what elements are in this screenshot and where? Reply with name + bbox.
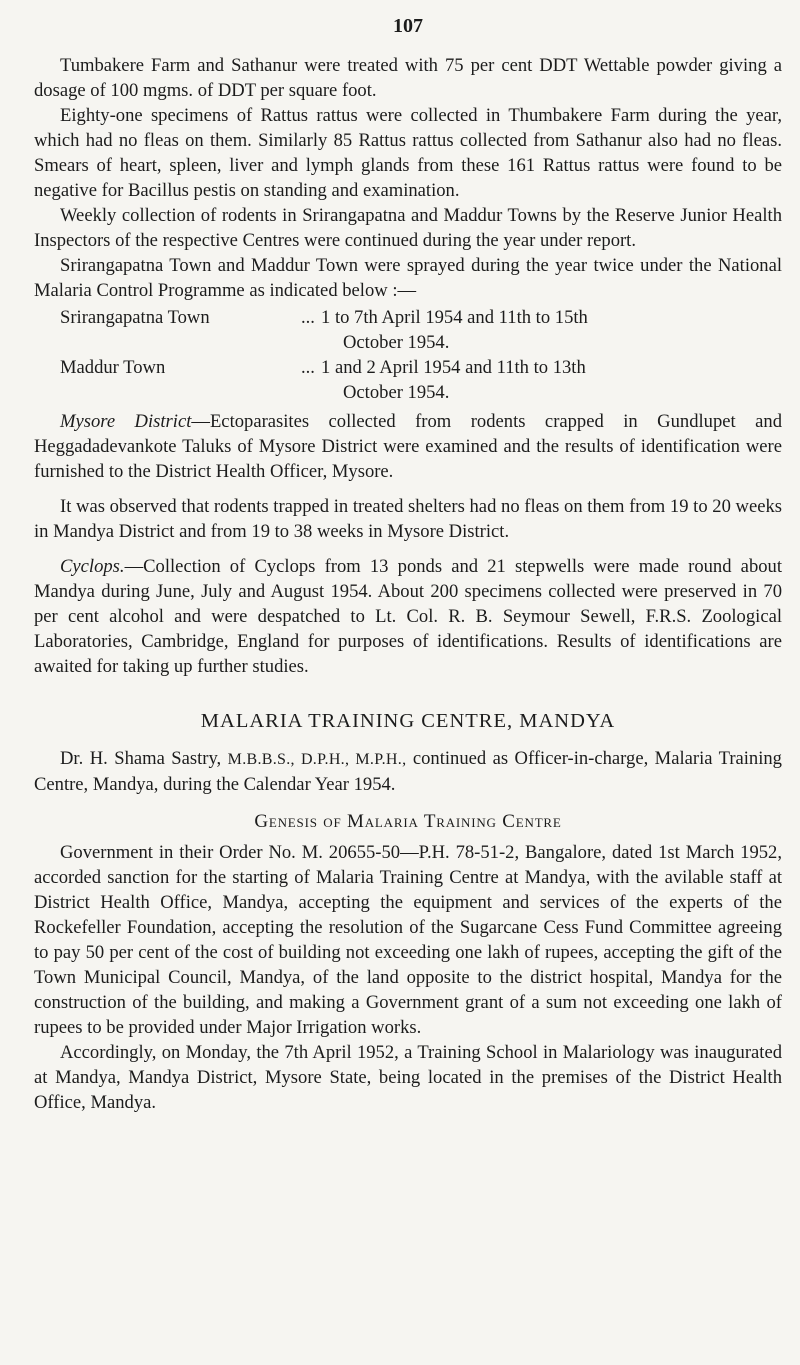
paragraph-text: —Ectoparasites collected from rodents crapped in Gundlupet and Heggadadevankote Taluks of Mysore District were examined and the results of identification were furnished to the District Health Officer, Mysore.: [34, 411, 782, 482]
paragraph-mysore-district: [34, 409, 782, 484]
spray-separator: ...: [301, 357, 315, 378]
run-in-label: Mysore District: [60, 411, 192, 432]
officer-name: Dr. H. Shama Sastry,: [60, 748, 222, 769]
paragraph-inauguration: Accordingly, on Monday, the 7th April 1952, a Training School in Malariology was inaugurated at Mandya, Mandya District, Mysore State, being located in the premises of the District Health Office, Mandya.: [34, 1042, 782, 1113]
section-subheading: Genesis of Malaria Training Centre: [254, 811, 562, 832]
paragraph-ddt-treatment: Tumbakere Farm and Sathanur were treated with 75 per cent DDT Wettable powder giving a dosage of 100 mgms. of DDT per square foot.: [34, 55, 782, 101]
spray-dates-line: October 1954.: [343, 382, 450, 403]
spray-dates: [321, 305, 782, 355]
page-number: 107: [393, 15, 423, 37]
paragraph-spraying: Srirangapatna Town and Maddur Town were sprayed during the year twice under the National Malaria Control Programme as indicated below :—: [34, 255, 782, 301]
spray-dates-line: 1 and 2 April 1954 and 11th to 13th: [321, 357, 586, 378]
paragraph-cyclops: [34, 554, 782, 679]
paragraph-treated-shelters: It was observed that rodents trapped in treated shelters had no fleas on them from 19 to 20 weeks in Mandya District and from 19 to 38 weeks in Mysore District.: [34, 496, 782, 542]
spray-dates-line: 1 to 7th April 1954 and 11th to 15th: [321, 307, 588, 328]
document-page: [34, 14, 782, 1115]
run-in-label: Cyclops.: [60, 556, 125, 577]
spray-town: Maddur Town: [60, 357, 166, 378]
paragraph-rattus-specimens: Eighty-one specimens of Rattus rattus were collected in Thumbakere Farm during the year, which had no fleas on them. Similarly 85 Rattus rattus collected from Sathanur also had no fleas. Smears of heart, spleen, liver and lymph glands from these 161 Rattus rattus were found to be negative for Bacillus pestis on standing and examination.: [34, 105, 782, 201]
spray-separator: ...: [301, 307, 315, 328]
spray-schedule-table: [34, 305, 782, 405]
paragraph-weekly-collection: Weekly collection of rodents in Srirangapatna and Maddur Towns by the Reserve Junior Health Inspectors of the respective Centres were continued during the year under report.: [34, 205, 782, 251]
spray-dates-line: October 1954.: [343, 332, 450, 353]
section-heading: MALARIA TRAINING CENTRE, MANDYA: [200, 710, 616, 732]
paragraph-government-order: Government in their Order No. M. 20655-50—P.H. 78-51-2, Bangalore, dated 1st March 1952, accorded sanction for the starting of Malaria Training Centre at Mandya, with the avilable staff at District Health Office, Mandya, accepting the equipment and services of the experts of the Rockefeller Foundation, accepting the resolution of the Sugarcane Cess Fund Committee agreeing to pay 50 per cent of the cost of building not exceeding one lakh of rupees, accepting the gift of the Town Municipal Council, Mandya, of the land opposite to the district hospital, Mandya for the construction of the building, and making a Government grant of a sum not exceeding one lakh of rupees to be provided under Major Irrigation works.: [34, 842, 782, 1038]
spray-dates: [321, 355, 782, 405]
spray-town: Srirangapatna Town: [60, 307, 210, 328]
spray-row: [34, 355, 782, 405]
paragraph-text: —Collection of Cyclops from 13 ponds and 21 stepwells were made round about Mandya during June, July and August 1954. About 200 specimens collected were preserved in 70 per cent alcohol and were despatched to Lt. Col. R. B. Seymour Sewell, F.R.S. Zoological Laboratories, Cambridge, England for purposes of identifications. Results of identifications are awaited for taking up further studies.: [34, 556, 782, 677]
paragraph-officer-in-charge: [34, 746, 782, 797]
paragraph-text: continued as Officer-in-charge, Malaria Training Centre, Mandya, during the Calendar Year 1954.: [34, 748, 782, 795]
spray-row: [34, 305, 782, 355]
officer-degrees: M.B.B.S., D.P.H., M.P.H.,: [227, 751, 407, 768]
